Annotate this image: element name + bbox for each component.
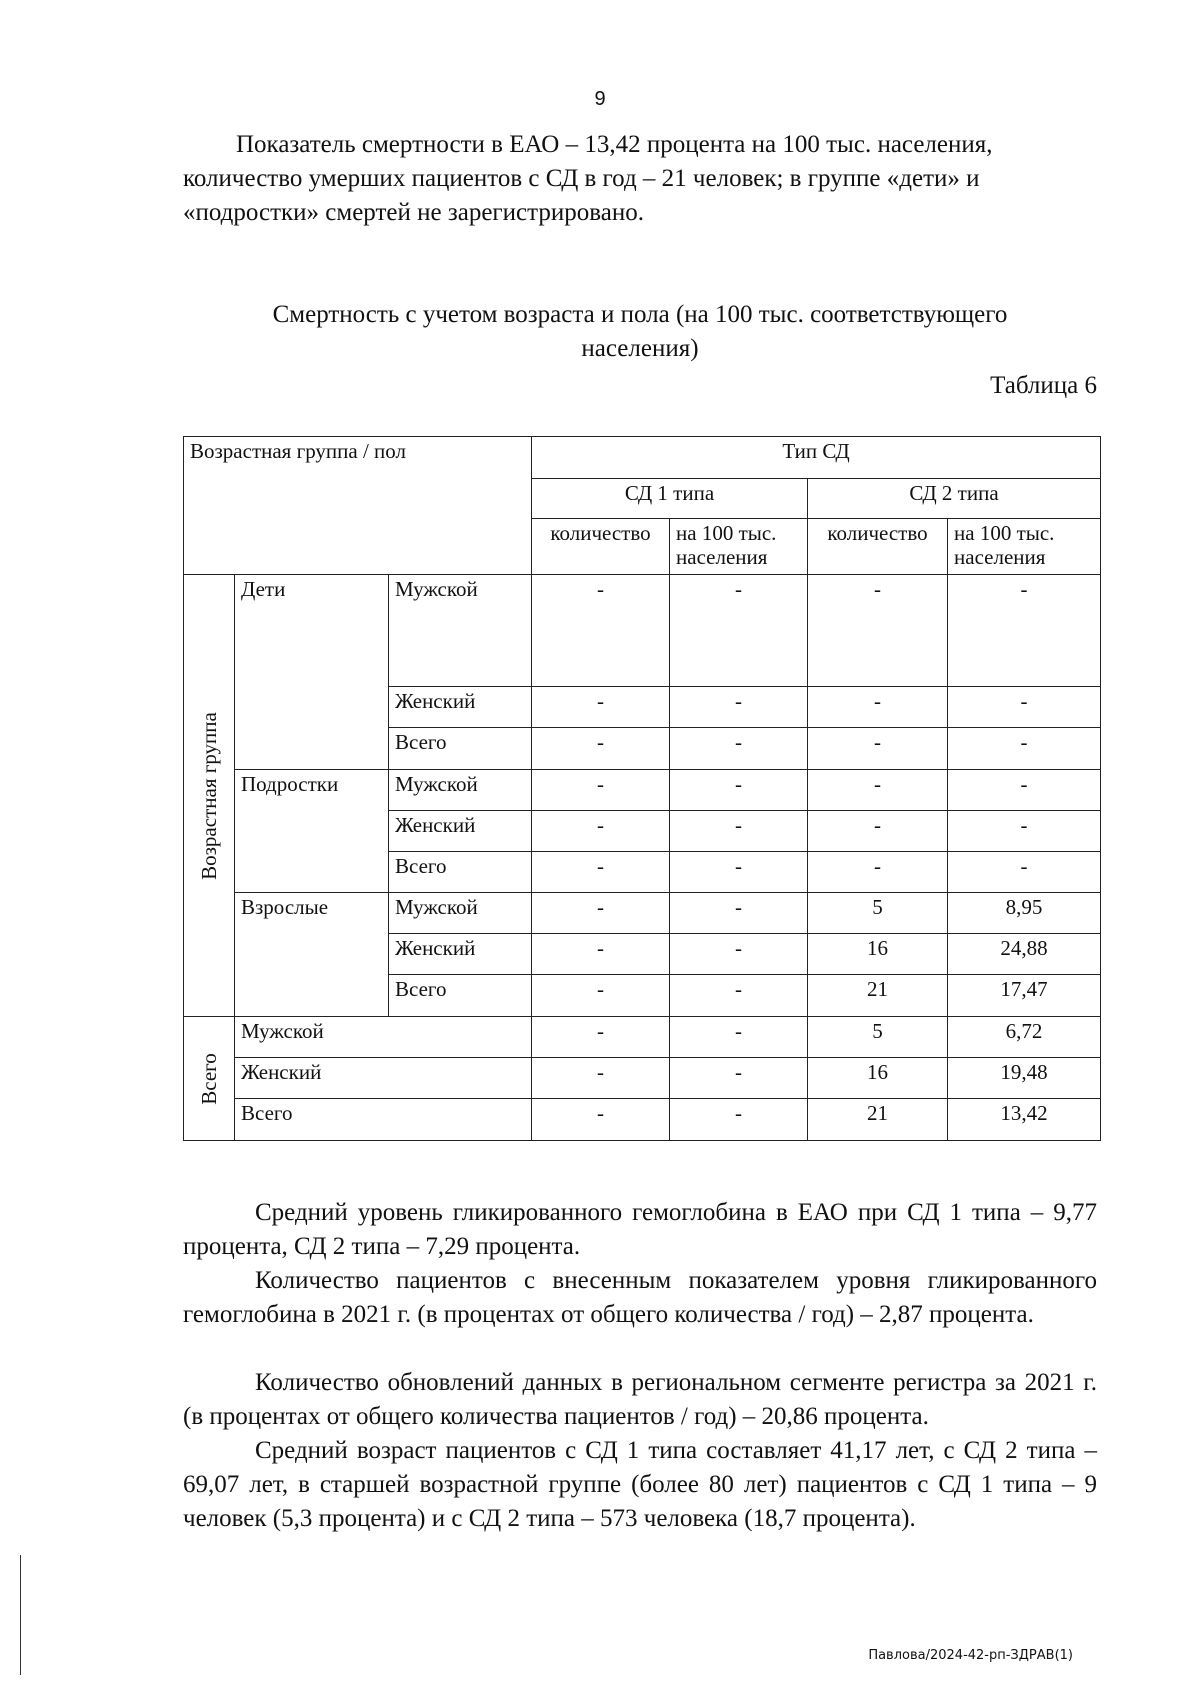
cell-value: 8,95: [948, 893, 1101, 934]
group-teens: Подростки: [235, 770, 389, 893]
cell-value: -: [808, 687, 948, 728]
cell-value: -: [532, 893, 670, 934]
row-sex: Всего: [389, 975, 532, 1017]
cell-value: -: [532, 1017, 670, 1058]
cell-value: -: [532, 770, 670, 811]
cell-value: -: [670, 728, 808, 770]
row-sex: Женский: [389, 934, 532, 975]
document-footer-code: Павлова/2024-42-рп-ЗДРАВ(1): [868, 1648, 1073, 1663]
table-label: Таблица 6: [990, 372, 1097, 399]
header-type2-per100k: на 100 тыс. населения: [948, 519, 1101, 575]
cell-value: -: [532, 687, 670, 728]
cell-value: -: [808, 728, 948, 770]
cell-value: -: [808, 811, 948, 852]
cell-value: 16: [808, 1058, 948, 1099]
table-title: [183, 298, 1097, 366]
paragraph-hba1c-average: Средний уровень гликированного гемоглобина в ЕАО при СД 1 типа – 9,77 процента, СД 2 типа – 7,29 процента.: [183, 1199, 1097, 1260]
scan-margin-line: [20, 1555, 21, 1675]
paragraph-average-age: Средний возраст пациентов с СД 1 типа составляет 41,17 лет, с СД 2 типа – 69,07 лет, в старшей возрастной группе (более 80 лет) пациентов с СД 1 типа – 9 человек (5,3 процента) и с СД 2 типа – 573 человека (18,7 процента).: [183, 1437, 1097, 1532]
row-sex: Женский: [235, 1058, 532, 1099]
cell-value: -: [948, 811, 1101, 852]
cell-value: -: [948, 687, 1101, 728]
cell-value: -: [532, 811, 670, 852]
page-number: 9: [594, 88, 606, 110]
total-vertical-label: [184, 1017, 235, 1141]
cell-value: -: [948, 852, 1101, 893]
cell-value: -: [532, 934, 670, 975]
cell-value: 16: [808, 934, 948, 975]
cell-value: 5: [808, 1017, 948, 1058]
intro-line-2: количество умерших пациентов с СД в год – 21 человек; в группе «дети» и: [183, 165, 980, 192]
cell-value: 17,47: [948, 975, 1101, 1017]
cell-value: -: [670, 893, 808, 934]
cell-value: 21: [808, 975, 948, 1017]
row-sex: Мужской: [389, 770, 532, 811]
age-group-vertical-label: [184, 575, 235, 1017]
cell-value: -: [948, 770, 1101, 811]
cell-value: -: [532, 728, 670, 770]
cell-value: -: [670, 852, 808, 893]
mortality-table: [183, 436, 1101, 1141]
cell-value: -: [808, 852, 948, 893]
total-vertical-text: Всего: [197, 1052, 221, 1105]
paragraph-hba1c-entered: Количество пациентов с внесенным показателем уровня гликированного гемоглобина в 2021 г. (в процентах от общего количества / год) – 2,87 процента.: [183, 1267, 1097, 1328]
cell-value: 6,72: [948, 1017, 1101, 1058]
cell-value: -: [670, 975, 808, 1017]
row-sex: Мужской: [389, 893, 532, 934]
intro-line-3: «подростки» смертей не зарегистрировано.: [183, 199, 644, 226]
header-type2-count: количество: [808, 519, 948, 575]
row-sex: Женский: [389, 811, 532, 852]
cell-value: -: [670, 1058, 808, 1099]
cell-value: -: [808, 770, 948, 811]
row-sex: Всего: [235, 1099, 532, 1141]
header-diabetes-type: Тип СД: [532, 437, 1101, 479]
cell-value: -: [670, 770, 808, 811]
cell-value: 21: [808, 1099, 948, 1141]
cell-value: -: [670, 934, 808, 975]
header-type1-count: количество: [532, 519, 670, 575]
header-type-1: СД 1 типа: [532, 479, 808, 519]
group-adults: Взрослые: [235, 893, 389, 1017]
cell-value: 5: [808, 893, 948, 934]
cell-value: 24,88: [948, 934, 1101, 975]
header-type-2: СД 2 типа: [808, 479, 1101, 519]
intro-paragraph: [183, 128, 1097, 230]
cell-value: -: [670, 1017, 808, 1058]
group-children: Дети: [235, 575, 389, 770]
table-title-line-1: Смертность с учетом возраста и пола (на 100 тыс. соответствующего: [272, 301, 1008, 328]
cell-value: -: [532, 975, 670, 1017]
cell-value: -: [532, 1058, 670, 1099]
intro-line-1: Показатель смертности в ЕАО – 13,42 процента на 100 тыс. населения,: [236, 131, 993, 158]
header-type1-per100k: на 100 тыс. населения: [670, 519, 808, 575]
row-sex: Мужской: [389, 575, 532, 687]
table-title-line-2: населения): [581, 335, 699, 362]
row-sex: Мужской: [235, 1017, 532, 1058]
cell-value: -: [532, 575, 670, 687]
paragraph-register-updates: Количество обновлений данных в региональном сегменте регистра за 2021 г. (в процентах от общего количества пациентов / год) – 20,86 процента.: [183, 1369, 1097, 1430]
cell-value: 13,42: [948, 1099, 1101, 1141]
row-sex: Всего: [389, 852, 532, 893]
row-sex: Женский: [389, 687, 532, 728]
cell-value: -: [948, 728, 1101, 770]
cell-value: -: [808, 575, 948, 687]
cell-value: -: [670, 575, 808, 687]
header-age-sex: Возрастная группа / пол: [184, 437, 532, 575]
row-sex: Всего: [389, 728, 532, 770]
cell-value: -: [670, 1099, 808, 1141]
cell-value: -: [670, 811, 808, 852]
age-group-vertical-text: Возрастная группа: [197, 711, 221, 880]
cell-value: -: [532, 852, 670, 893]
cell-value: -: [532, 1099, 670, 1141]
cell-value: 19,48: [948, 1058, 1101, 1099]
cell-value: -: [670, 687, 808, 728]
cell-value: -: [948, 575, 1101, 687]
